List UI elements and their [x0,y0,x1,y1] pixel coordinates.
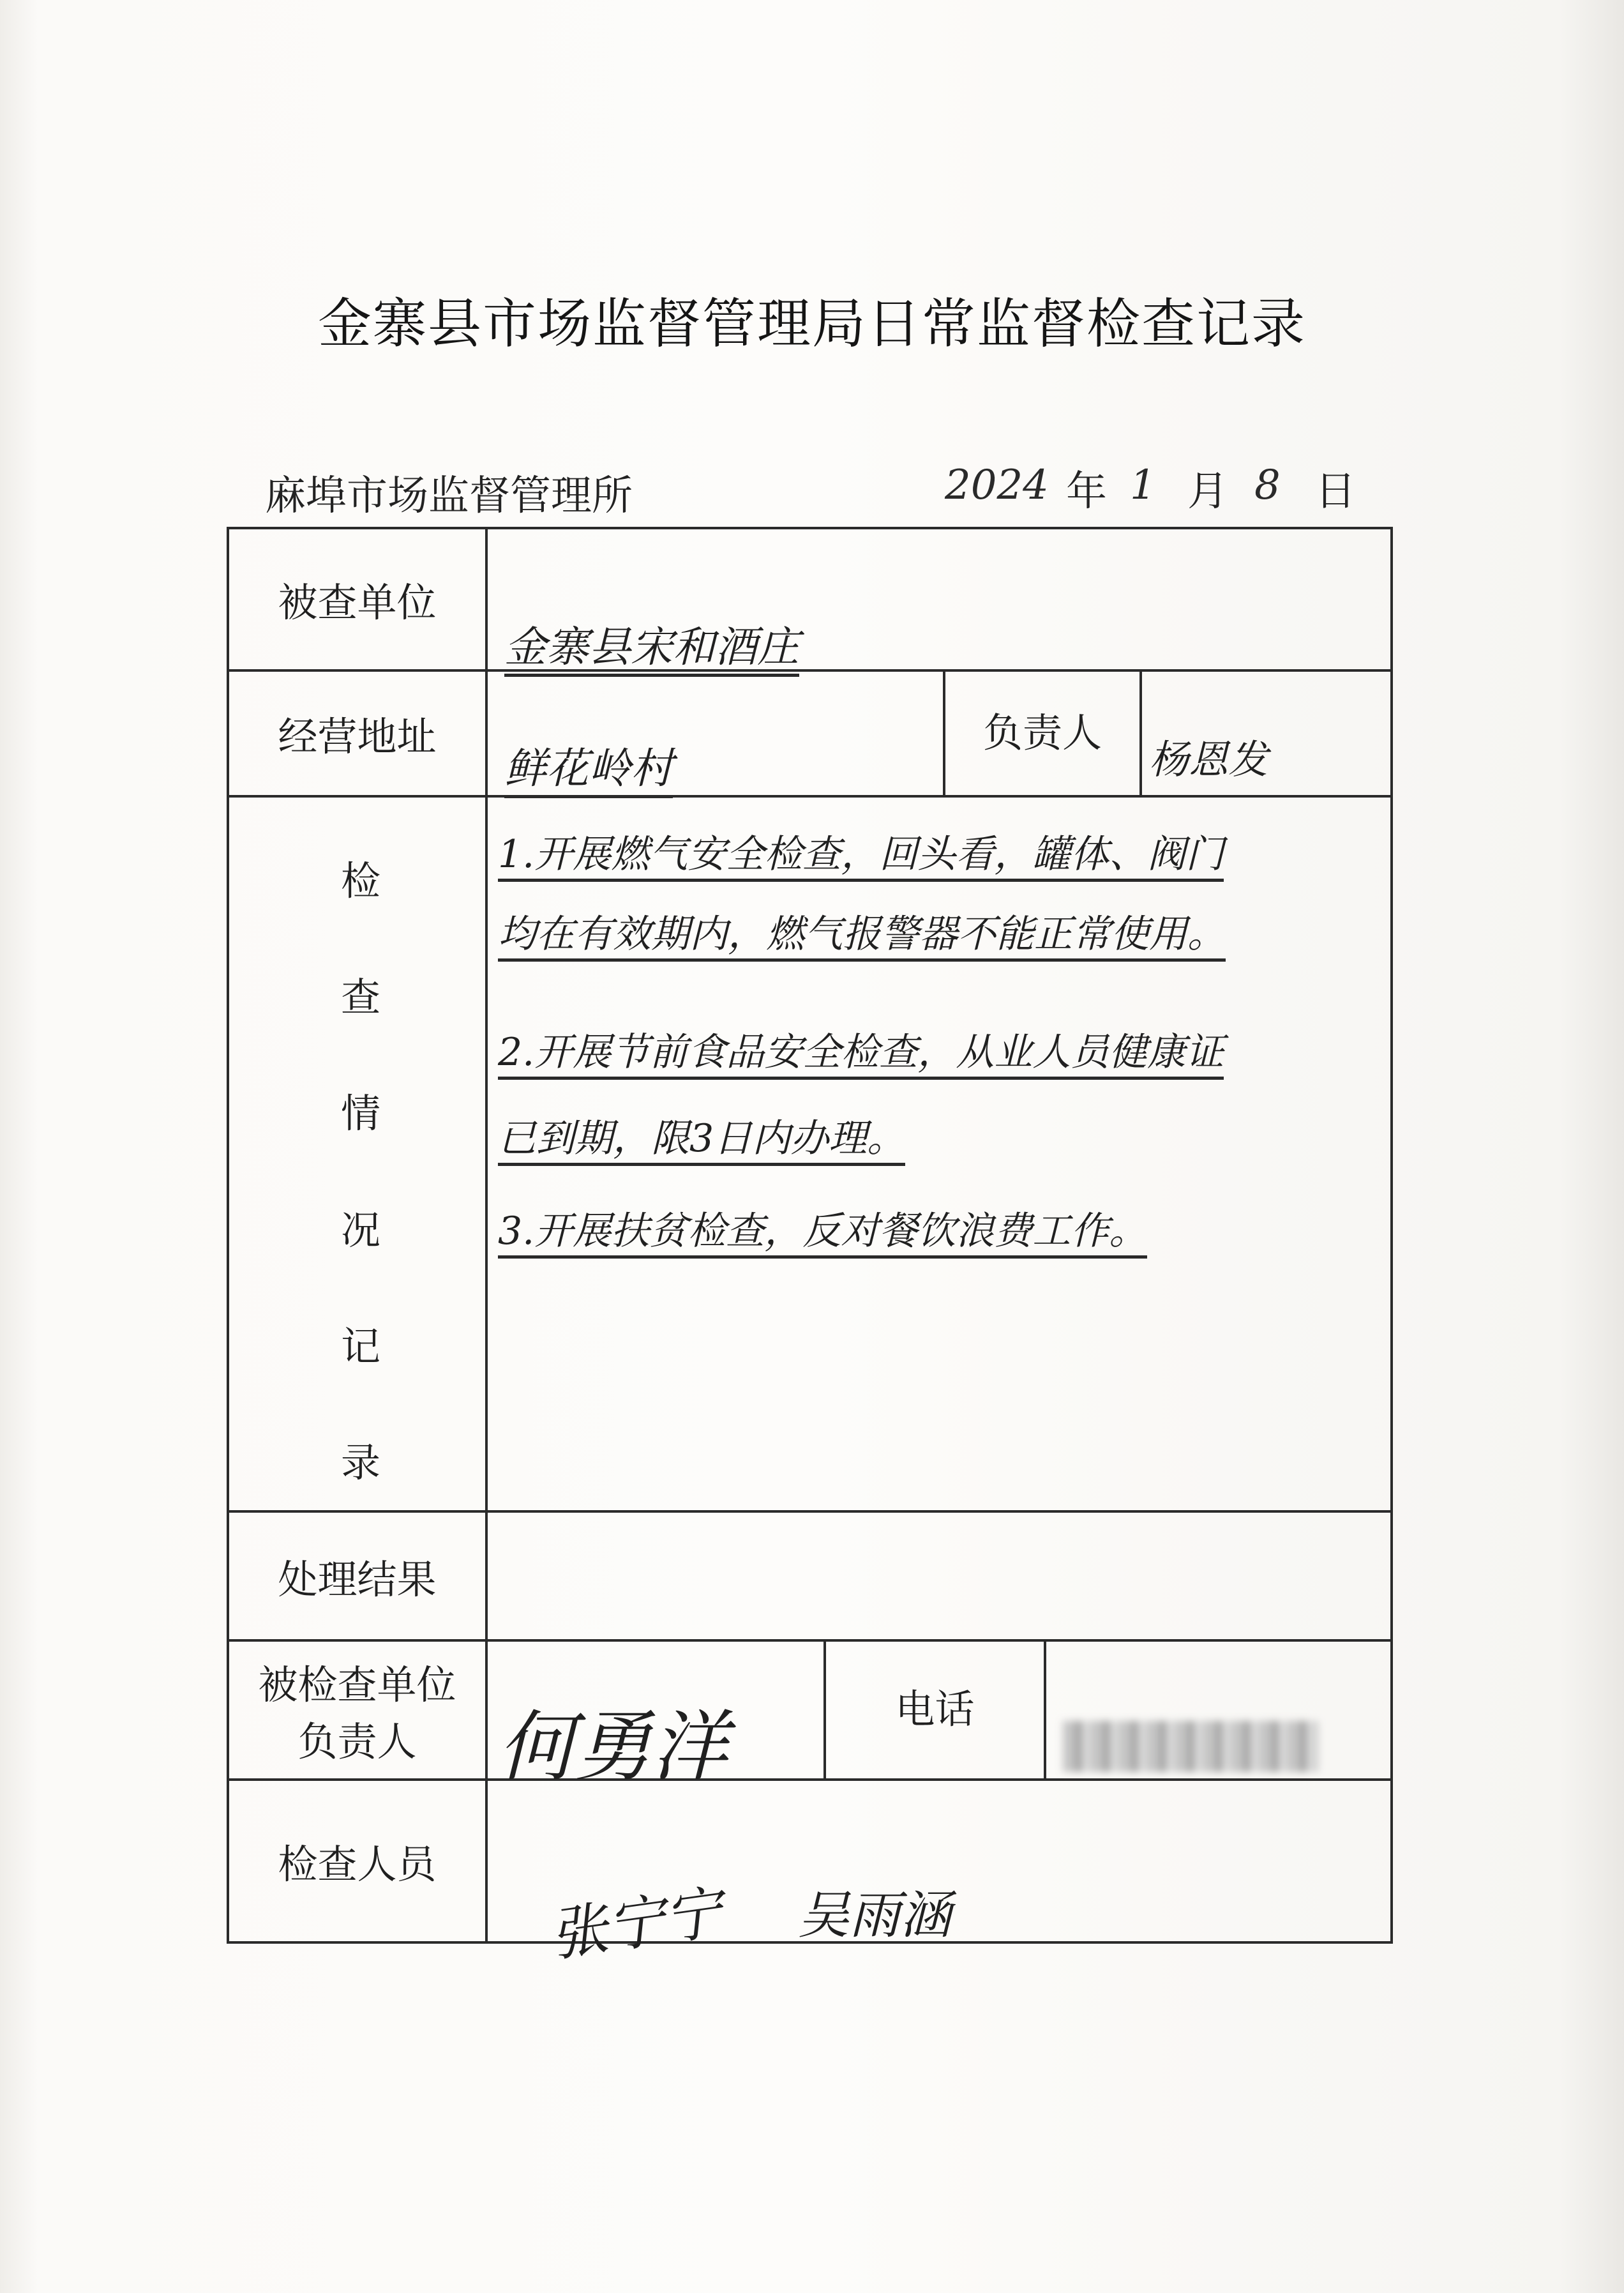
date-year-label: 年 [1066,468,1107,515]
document-title: 金寨县市场监督管理局日常监督检查记录 [317,292,1306,355]
record-label-char: 查 [340,974,380,1021]
row-divider-2 [227,795,1393,798]
record-label-char: 情 [340,1090,380,1137]
address-value: 鲜花岭村 [504,734,673,798]
inspected-unit-label: 被查单位 [278,579,437,626]
record-label-char: 检 [340,858,380,904]
record-label-vertical [227,849,495,1488]
record-line-5: 3.开展扶贫检查，反对餐饮浪费工作。 [498,1200,1147,1259]
phone-label: 电话 [895,1685,975,1732]
inspectors-label: 检查人员 [278,1841,437,1888]
phone-value [1063,1721,1318,1772]
table-right-border [1390,527,1393,1943]
record-label-char: 况 [340,1206,380,1253]
record-line-4: 已到期，限3日内办理。 [498,1108,905,1166]
address-label: 经营地址 [278,713,437,760]
unit-head-label [229,1642,485,1778]
responsible-label: 负责人 [982,709,1102,756]
date-year-value: 2024 [945,462,1049,509]
date-day-label: 日 [1315,468,1356,515]
date-month-value: 1 [1130,462,1156,509]
unit-head-label-line2: 负责人 [297,1718,417,1765]
record-label-char: 录 [340,1439,380,1486]
office-name: 麻埠市场监督管理所 [265,473,633,520]
inspector-signature-2: 吴雨涵 [798,1886,951,1945]
responsible-value-divider [1139,669,1142,796]
responsible-value: 杨恩发 [1149,736,1268,783]
record-line-2: 均在有效期内，燃气报警器不能正常使用。 [498,904,1226,962]
unit-head-signature: 何勇洋 [498,1703,728,1792]
record-date [945,458,1360,516]
inspected-unit-value: 金寨县宋和酒庄 [504,613,799,677]
date-day-value: 8 [1254,462,1281,509]
record-line-3: 2.开展节前食品安全检查，从业人员健康证 [498,1022,1224,1080]
record-line-1: 1.开展燃气安全检查，回头看，罐体、阀门 [498,824,1224,882]
inspector-signature-1: 张宁宁 [546,1879,726,1970]
result-label: 处理结果 [278,1555,437,1603]
phone-value-divider [1044,1639,1046,1780]
unit-head-label-line1: 被检查单位 [258,1661,456,1708]
date-month-label: 月 [1187,468,1228,515]
record-label-char: 记 [340,1322,380,1370]
